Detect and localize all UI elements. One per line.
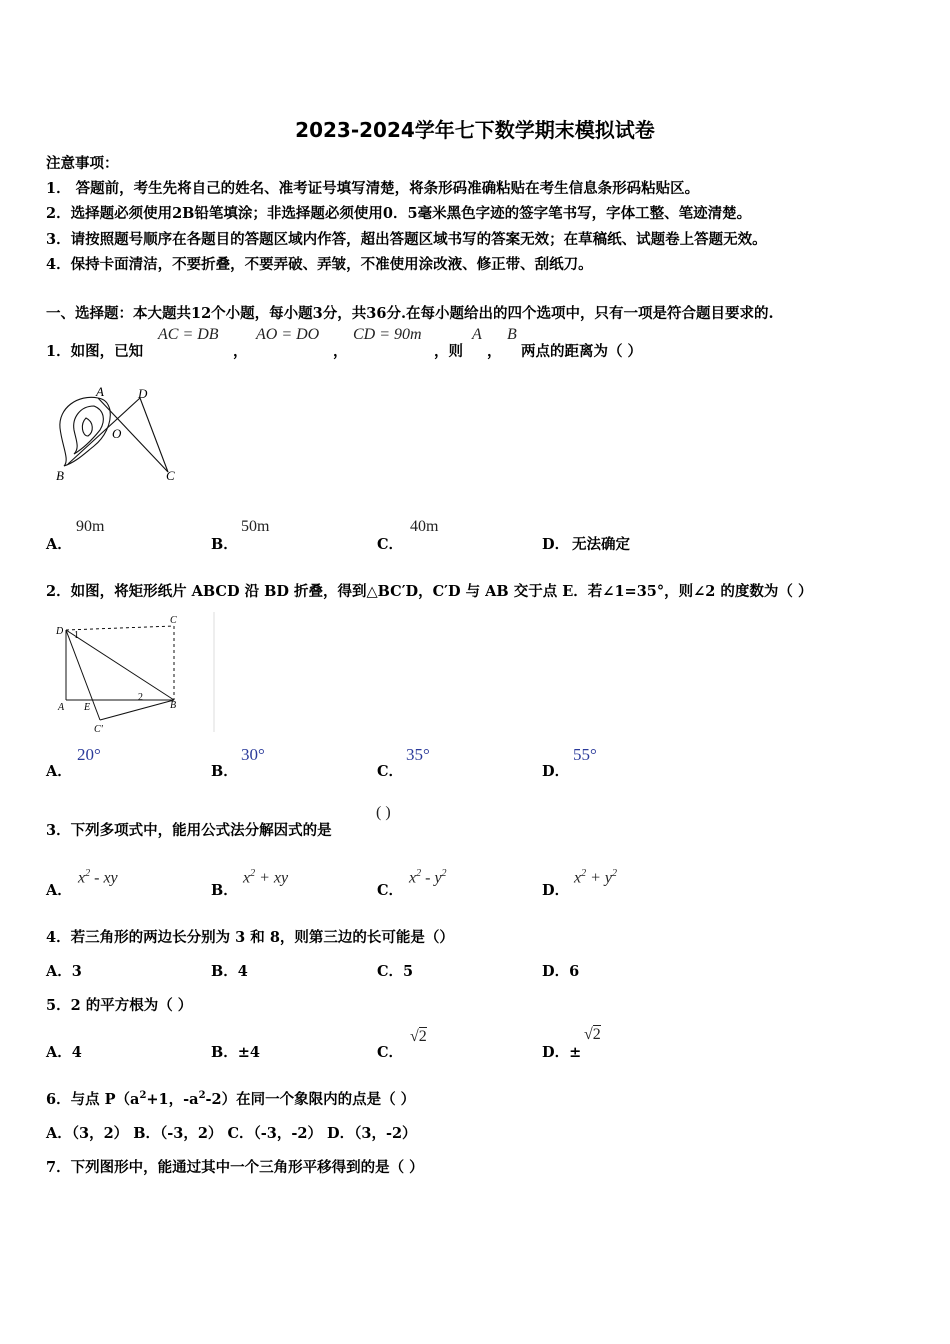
q5-option-a: A．4 xyxy=(46,1044,82,1061)
q4-option-c: C．5 xyxy=(377,963,414,980)
q2-option-d-value: 55° xyxy=(573,745,597,764)
q3-option-c-expr: $x^2 - y^2$ xyxy=(409,868,447,887)
q1-option-c-value: 40m xyxy=(410,518,439,535)
q1-sep2: ， xyxy=(333,343,348,360)
q2-fig-label-d: D xyxy=(56,626,64,637)
q4-option-a: A．3 xyxy=(46,963,82,980)
q1-option-d-letter: D． xyxy=(542,536,570,553)
q1-option-a-letter: A． xyxy=(46,536,72,553)
q1-expr1: AC = DB xyxy=(158,326,219,343)
q2-fig-label-a: A xyxy=(58,702,65,713)
q1-fig-label-c: C xyxy=(166,468,175,483)
note-item-3: 3．请按照题号顺序在各题目的答题区域内作答，超出答题区域书写的答案无效；在草稿纸、试题卷上答题无效。 xyxy=(46,231,767,248)
q1-option-b-letter: B． xyxy=(211,536,238,553)
q1-option-a-value: 90m xyxy=(76,518,105,535)
q2-option-c-value: 35° xyxy=(406,745,430,764)
q1-fig-label-d: D xyxy=(138,386,148,401)
q6-stem: 6．与点 $P(a^2+1$，$-a^2-2$）在同一个象限内的点是（ ） xyxy=(46,1090,416,1108)
q4-stem: 4．若三角形的两边长分别为 3 和 8，则第三边的长可能是（） xyxy=(46,929,454,946)
q3-stem: 3．下列多项式中，能用公式法分解因式的是 xyxy=(46,822,332,839)
q7-stem: 7．下列图形中，能通过其中一个三角形平移得到的是（ ） xyxy=(46,1159,424,1176)
q2-figure xyxy=(54,608,224,738)
note-item-1: 1． 答题前，考生先将自己的姓名、准考证号填写清楚，将条形码准确粘贴在考生信息条形码粘贴区。 xyxy=(46,180,700,197)
notes-heading: 注意事项： xyxy=(46,155,119,172)
q2-fig-label-c: C xyxy=(170,615,177,626)
q2-fig-label-e: E xyxy=(84,702,91,713)
q1-mid: ，则 xyxy=(434,343,463,360)
q3-option-d-letter: D． xyxy=(542,882,570,899)
q1-expr2: AO = DO xyxy=(256,326,320,343)
q2-option-b-value: 30° xyxy=(241,745,265,764)
q5-option-c-letter: C． xyxy=(377,1044,404,1061)
q3-option-b-expr: $x^2$ + xy xyxy=(243,868,289,887)
q5-option-d-radical: √2 xyxy=(584,1026,601,1043)
q1-point-b: B xyxy=(507,326,517,343)
q1-point-a: A xyxy=(472,326,482,343)
q3-option-a-letter: A． xyxy=(46,882,72,899)
q4-option-b: B．4 xyxy=(211,963,248,980)
q1-prefix: 1．如图，已知 xyxy=(46,343,144,360)
q2-option-c-letter: C． xyxy=(377,763,404,780)
q3-option-b-letter: B． xyxy=(211,882,238,899)
q5-option-c-radical: √2 xyxy=(410,1028,427,1045)
q1-expr3: CD = 90m xyxy=(353,326,422,343)
q6-options: A．（3，2） B．（-3，2） C．（-3，-2） D．（3，-2） xyxy=(46,1125,417,1142)
q2-option-d-letter: D． xyxy=(542,763,570,780)
q2-fig-label-1: 1 xyxy=(74,630,79,641)
note-item-4: 4．保持卡面清洁，不要折叠，不要弄破、弄皱，不准使用涂改液、修正带、刮纸刀。 xyxy=(46,256,593,273)
q1-fig-label-b: B xyxy=(56,468,64,483)
q2-stem: 2．如图，将矩形纸片 ABCD 沿 BD 折叠，得到△BC′D，C′D 与 AB 交于点 E．若∠1=35°，则∠2 的度数为（ ） xyxy=(46,583,813,600)
q1-fig-label-a: A xyxy=(96,384,104,399)
q1-option-c-letter: C． xyxy=(377,536,404,553)
q5-option-d-letter: D．± xyxy=(542,1044,582,1061)
page-title: 2023-2024学年七下数学期末模拟试卷 xyxy=(295,118,655,142)
q3-option-c-letter: C． xyxy=(377,882,404,899)
q1-suffix: 两点的距离为（ ） xyxy=(521,343,643,360)
q1-fig-label-o: O xyxy=(112,426,122,441)
q1-option-b-value: 50m xyxy=(241,518,270,535)
q2-fig-label-c-prime: C' xyxy=(94,724,103,735)
q1-figure xyxy=(48,384,188,484)
q2-option-b-letter: B． xyxy=(211,763,238,780)
q5-stem: 5．2 的平方根为（ ） xyxy=(46,997,193,1014)
q2-fig-label-2: 2 xyxy=(138,692,143,703)
note-item-2: 2．选择题必须使用2B铅笔填涂；非选择题必须使用0．5毫米黑色字迹的签字笔书写，字体工整、笔迹清楚。 xyxy=(46,205,752,222)
q2-fig-label-b: B xyxy=(170,700,177,711)
section-heading: 一、选择题：本大题共12个小题，每小题3分，共36分.在每小题给出的四个选项中，只有一项是符合题目要求的. xyxy=(46,305,774,322)
q3-paren: ( ) xyxy=(376,804,391,821)
q2-option-a-value: 20° xyxy=(77,745,101,764)
q1-sep1: ， xyxy=(233,343,248,360)
q3-option-a-expr: $x^2$ - xy xyxy=(78,868,118,887)
q3-option-d-expr: $x^2 + y^2$ xyxy=(574,868,618,887)
q2-option-a-letter: A． xyxy=(46,763,72,780)
q4-option-d: D．6 xyxy=(542,963,580,980)
q5-option-b: B．±4 xyxy=(211,1044,261,1061)
q1-sep3: ， xyxy=(487,343,502,360)
q1-option-d-value: 无法确定 xyxy=(572,536,630,553)
